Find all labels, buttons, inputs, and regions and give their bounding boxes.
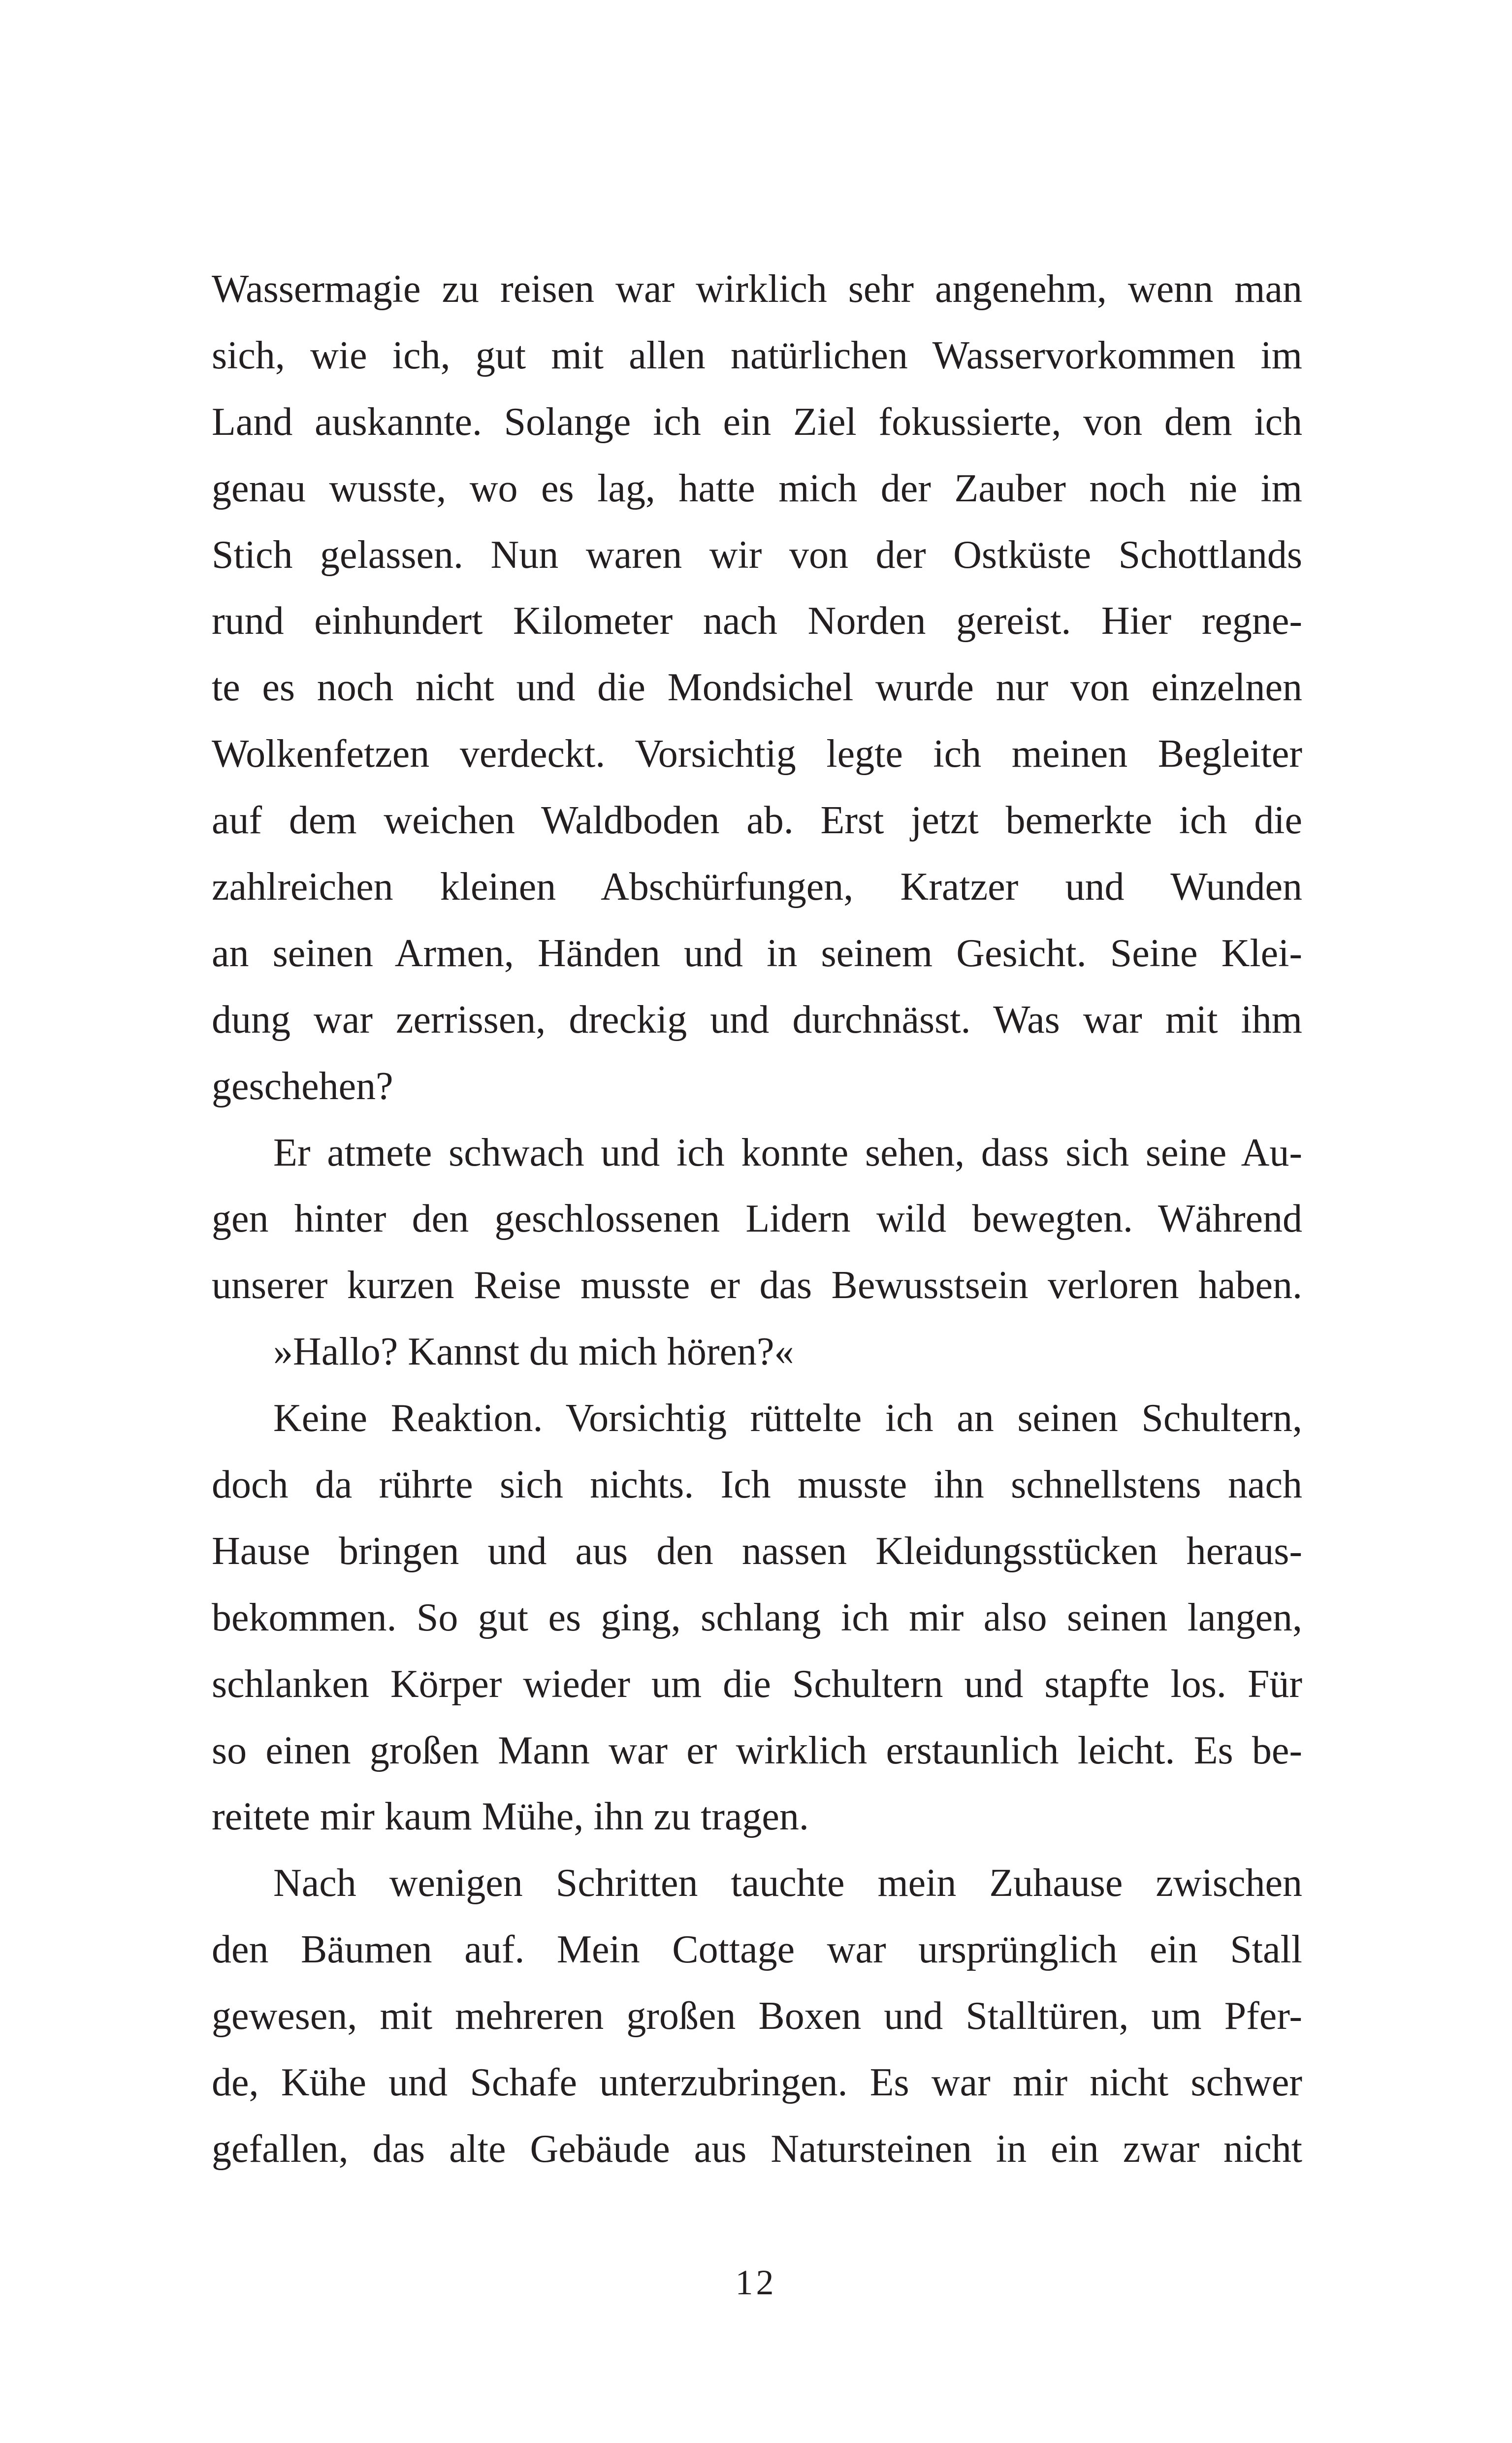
text-line: Wolkenfetzen verdeckt. Vorsichtig legte ich meinen Begleiter <box>212 732 1302 776</box>
text-line: gen hinter den geschlossenen Lidern wild bewegten. Während <box>212 1197 1302 1241</box>
text-line: dung war zerrissen, dreckig und durchnässt. Was war mit ihm <box>212 998 1302 1042</box>
text-line: gefallen, das alte Gebäude aus Natursteinen in ein zwar nicht <box>212 2127 1302 2171</box>
text-line: rund einhundert Kilometer nach Norden gereist. Hier regne- <box>212 599 1302 643</box>
text-line: Land auskannte. Solange ich ein Ziel fokussierte, von dem ich <box>212 400 1302 444</box>
page-number: 12 <box>735 2263 777 2302</box>
text-line: schlanken Körper wieder um die Schultern und stapfte los. Für <box>212 1662 1302 1706</box>
text-line: genau wusste, wo es lag, hatte mich der Zauber noch nie im <box>212 466 1302 510</box>
body-text <box>212 256 1302 2182</box>
text-line: »Hallo? Kannst du mich hören?« <box>273 1330 794 1374</box>
text-line: te es noch nicht und die Mondsichel wurde nur von einzelnen <box>212 666 1302 710</box>
text-line: sich, wie ich, gut mit allen natürlichen Wasservorkommen im <box>212 333 1302 377</box>
text-line: geschehen? <box>212 1064 393 1108</box>
text-line: Er atmete schwach und ich konnte sehen, dass sich seine Au- <box>273 1131 1302 1174</box>
text-line: Keine Reaktion. Vorsichtig rüttelte ich an seinen Schultern, <box>273 1397 1302 1440</box>
text-line: an seinen Armen, Händen und in seinem Gesicht. Seine Klei- <box>212 931 1302 975</box>
text-line: Hause bringen und aus den nassen Kleidungsstücken heraus- <box>212 1529 1302 1573</box>
text-line: Wassermagie zu reisen war wirklich sehr angenehm, wenn man <box>212 267 1302 311</box>
text-line: auf dem weichen Waldboden ab. Erst jetzt bemerkte ich die <box>212 799 1302 843</box>
text-line: Stich gelassen. Nun waren wir von der Ostküste Schottlands <box>212 533 1302 577</box>
text-line: de, Kühe und Schafe unterzubringen. Es war mir nicht schwer <box>212 2061 1302 2105</box>
text-line: so einen großen Mann war er wirklich erstaunlich leicht. Es be- <box>212 1728 1302 1772</box>
text-line: bekommen. So gut es ging, schlang ich mir also seinen langen, <box>212 1596 1302 1639</box>
text-line: unserer kurzen Reise musste er das Bewusstsein verloren haben. <box>212 1264 1302 1307</box>
text-line: den Bäumen auf. Mein Cottage war ursprünglich ein Stall <box>212 1928 1302 1972</box>
text-line: zahlreichen kleinen Abschürfungen, Kratzer und Wunden <box>212 865 1302 909</box>
text-line: doch da rührte sich nichts. Ich musste ihn schnellstens nach <box>212 1463 1302 1507</box>
text-line: Nach wenigen Schritten tauchte mein Zuhause zwischen <box>273 1861 1302 1905</box>
text-line: reitete mir kaum Mühe, ihn zu tragen. <box>212 1795 809 1839</box>
text-line: gewesen, mit mehreren großen Boxen und Stalltüren, um Pfer- <box>212 1994 1302 2038</box>
